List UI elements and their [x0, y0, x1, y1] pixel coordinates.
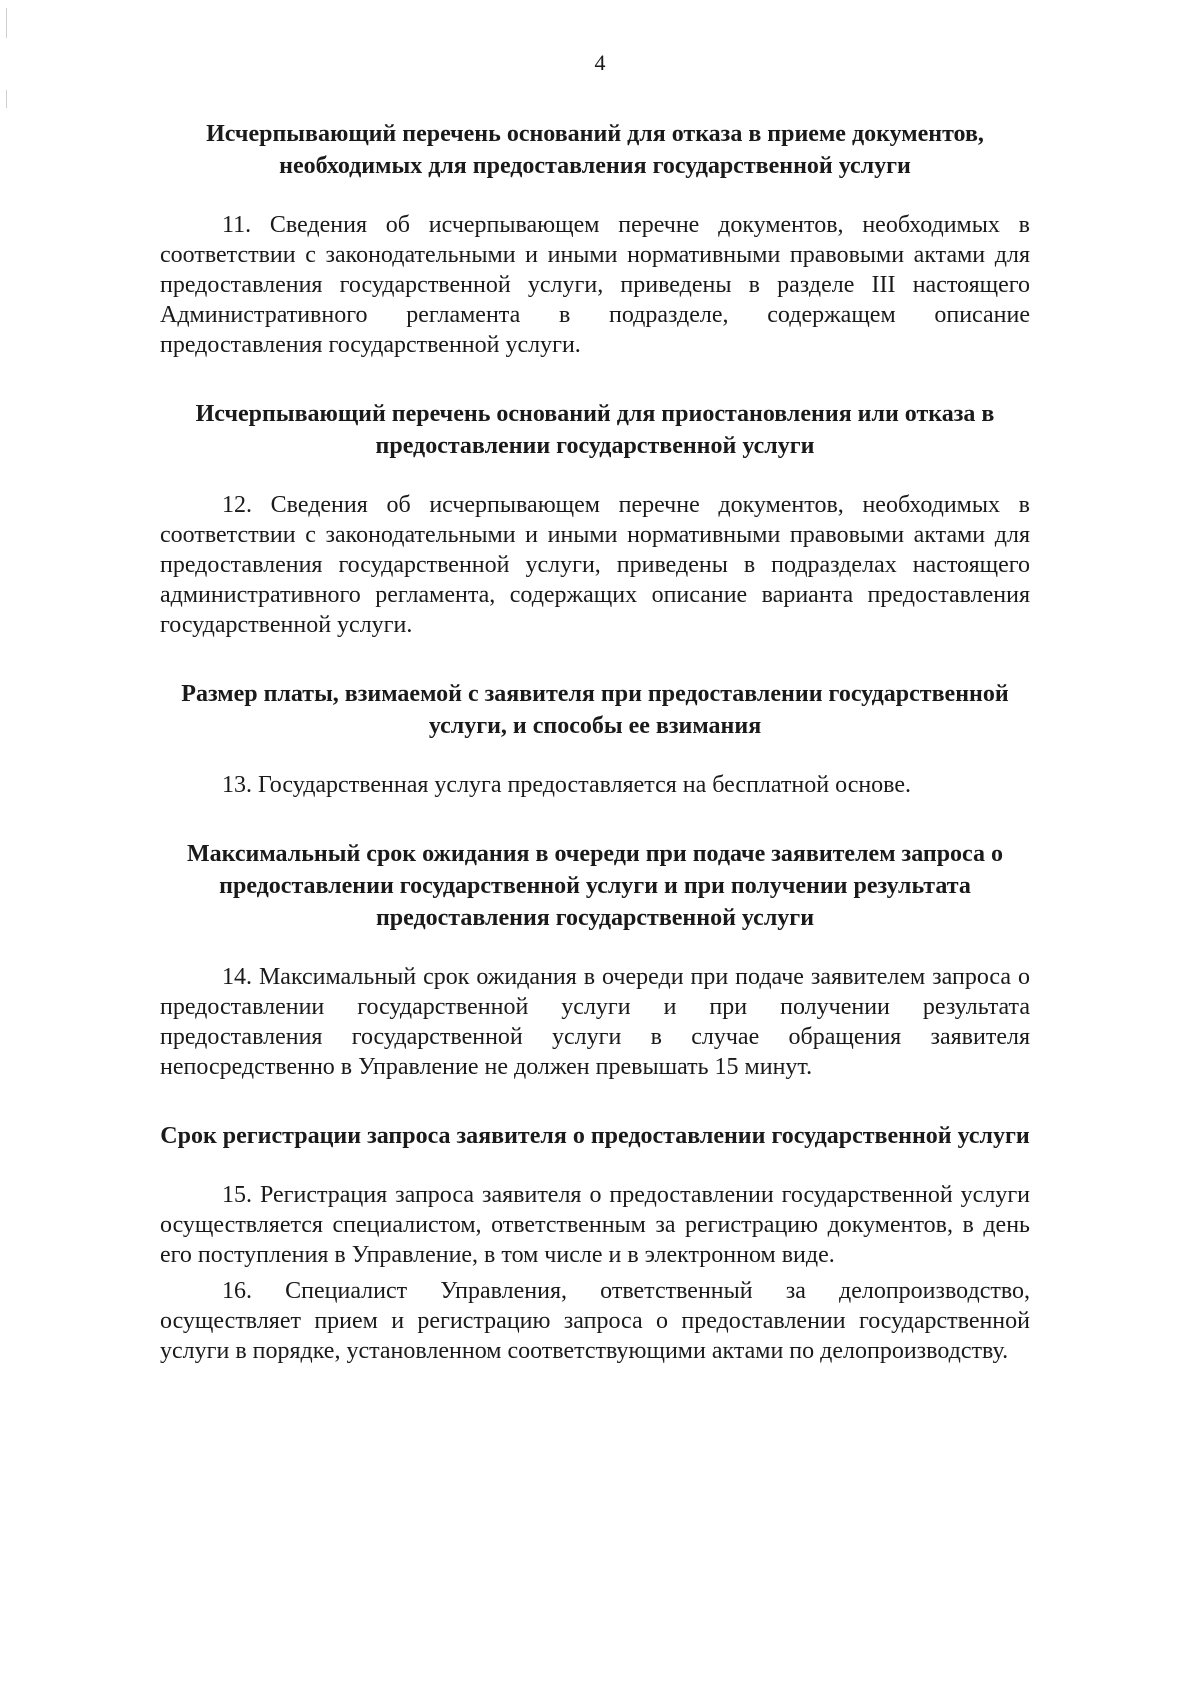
paragraph: 14. Максимальный срок ожидания в очереди при подаче заявителем запроса о предоставлении государственной услуги и при получении результата предоставления государственной услуги в случае обращения заявителя непосредственно в Управление не должен превышать 15 минут.: [160, 964, 1030, 1080]
scan-edge-mark: [6, 8, 7, 38]
page-number: 4: [594, 50, 606, 75]
scan-edge-mark: [6, 90, 7, 108]
paragraph: 15. Регистрация запроса заявителя о предоставлении государственной услуги осуществляется специалистом, ответственным за регистрацию документов, в день его поступления в Управление, в том числе и в электронном виде.: [160, 1182, 1030, 1268]
section-heading: Исчерпывающий перечень оснований для отказа в приеме документов, необходимых для предоставления государственной услуги: [206, 121, 984, 179]
paragraph: 16. Специалист Управления, ответственный за делопроизводство, осуществляет прием и регистрацию запроса о предоставлении государственной услуги в порядке, установленном соответствующими актами по делопроизводству.: [160, 1278, 1030, 1364]
section-heading: Срок регистрации запроса заявителя о предоставлении государственной услуги: [160, 1123, 1030, 1149]
section-heading: Исчерпывающий перечень оснований для приостановления или отказа в предоставлении государственной услуги: [195, 401, 995, 459]
section-heading: Размер платы, взимаемой с заявителя при предоставлении государственной услуги, и способы ее взимания: [181, 681, 1009, 739]
paragraph: 11. Сведения об исчерпывающем перечне документов, необходимых в соответствии с законодательными и иными нормативными правовыми актами для предоставления государственной услуги, приведены в разделе III настоящего Административного регламента в подразделе, содержащем описание предоставления государственной услуги.: [160, 212, 1030, 358]
section-heading: Максимальный срок ожидания в очереди при подаче заявителем запроса о предоставлении государственной услуги и при получении результата предоставления государственной услуги: [186, 841, 1003, 931]
paragraph: 12. Сведения об исчерпывающем перечне документов, необходимых в соответствии с законодательными и иными нормативными правовыми актами для предоставления государственной услуги, приведены в подразделах настоящего административного регламента, содержащих описание варианта предоставления государственной услуги.: [160, 492, 1030, 638]
document-body: [160, 118, 1030, 1366]
paragraph: 13. Государственная услуга предоставляется на бесплатной основе.: [222, 772, 912, 798]
